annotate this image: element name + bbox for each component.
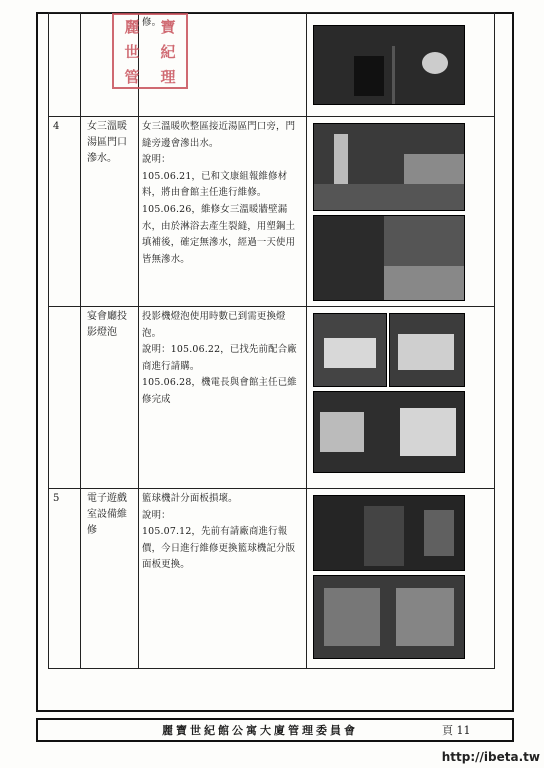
table-row — [49, 489, 495, 669]
description-line: 105.06.28，機電長與會館主任已維修完成 — [142, 377, 297, 405]
seal-char: 理 — [160, 68, 176, 86]
repair-photo — [313, 391, 465, 473]
description-line: 籃球機計分面板損壞。 — [142, 493, 238, 504]
maintenance-table — [48, 12, 495, 669]
row-number — [49, 307, 81, 489]
official-seal-stamp — [112, 13, 188, 89]
row-number: 5 — [49, 489, 81, 669]
page-footer — [36, 718, 514, 742]
watermark: http://ibeta.tw — [441, 750, 540, 764]
row-number: 4 — [49, 117, 81, 307]
photo-cell — [307, 117, 495, 307]
table-row — [49, 307, 495, 489]
item-name: 電子遊戲室設備維修 — [81, 489, 139, 669]
seal-char: 寶 — [160, 18, 176, 36]
seal-char: 管 — [124, 68, 140, 86]
row-number — [49, 13, 81, 117]
description-line: 說明： — [142, 154, 171, 166]
item-name: 宴會廳投影燈泡 — [81, 307, 139, 489]
repair-photo — [313, 215, 465, 301]
repair-photo — [313, 123, 465, 211]
repair-photo — [313, 313, 387, 387]
footer-title: 麗寶世紀館公寓大廈管理委員會 — [162, 724, 358, 737]
photo-cell — [307, 13, 495, 117]
repair-photo — [389, 313, 465, 387]
description-line: 105.06.21，已和文康組報維修材料，將由會館主任進行維修。 — [142, 170, 288, 199]
description-line: 105.06.26，維修女三溫暖牆壁漏水，由於淋浴去產生裂縫，用塑鋼土填補後，確定無滲水，經過一天使用皆無滲水。 — [142, 203, 296, 265]
description-line: 說明： — [142, 509, 171, 521]
repair-photo — [313, 495, 465, 571]
repair-photo — [313, 575, 465, 659]
description-line: 女三溫暖吹整區接近湯區門口旁，門縫旁邊會滲出水。 — [142, 121, 296, 149]
description-line: 修。 — [142, 17, 162, 28]
description-line: 投影機燈泡使用時數已到需更換燈泡。 — [142, 311, 286, 339]
repair-photo — [313, 25, 465, 105]
table-row — [49, 117, 495, 307]
description-line: 105.07.12，先前有請廠商進行報價，今日進行維修更換籃球機記分版面板更換。 — [142, 526, 296, 571]
page-number: 頁 11 — [442, 724, 471, 737]
seal-char: 世 — [124, 43, 140, 61]
item-description — [139, 307, 307, 489]
item-name: 女三溫暖湯區門口滲水。 — [81, 117, 139, 307]
seal-char: 麗 — [124, 18, 140, 36]
item-description — [139, 117, 307, 307]
photo-cell — [307, 307, 495, 489]
item-description — [139, 489, 307, 669]
photo-cell — [307, 489, 495, 669]
description-line: 說明：105.06.22，已找先前配合廠商進行請購。 — [142, 344, 297, 372]
seal-char: 紀 — [160, 43, 176, 61]
